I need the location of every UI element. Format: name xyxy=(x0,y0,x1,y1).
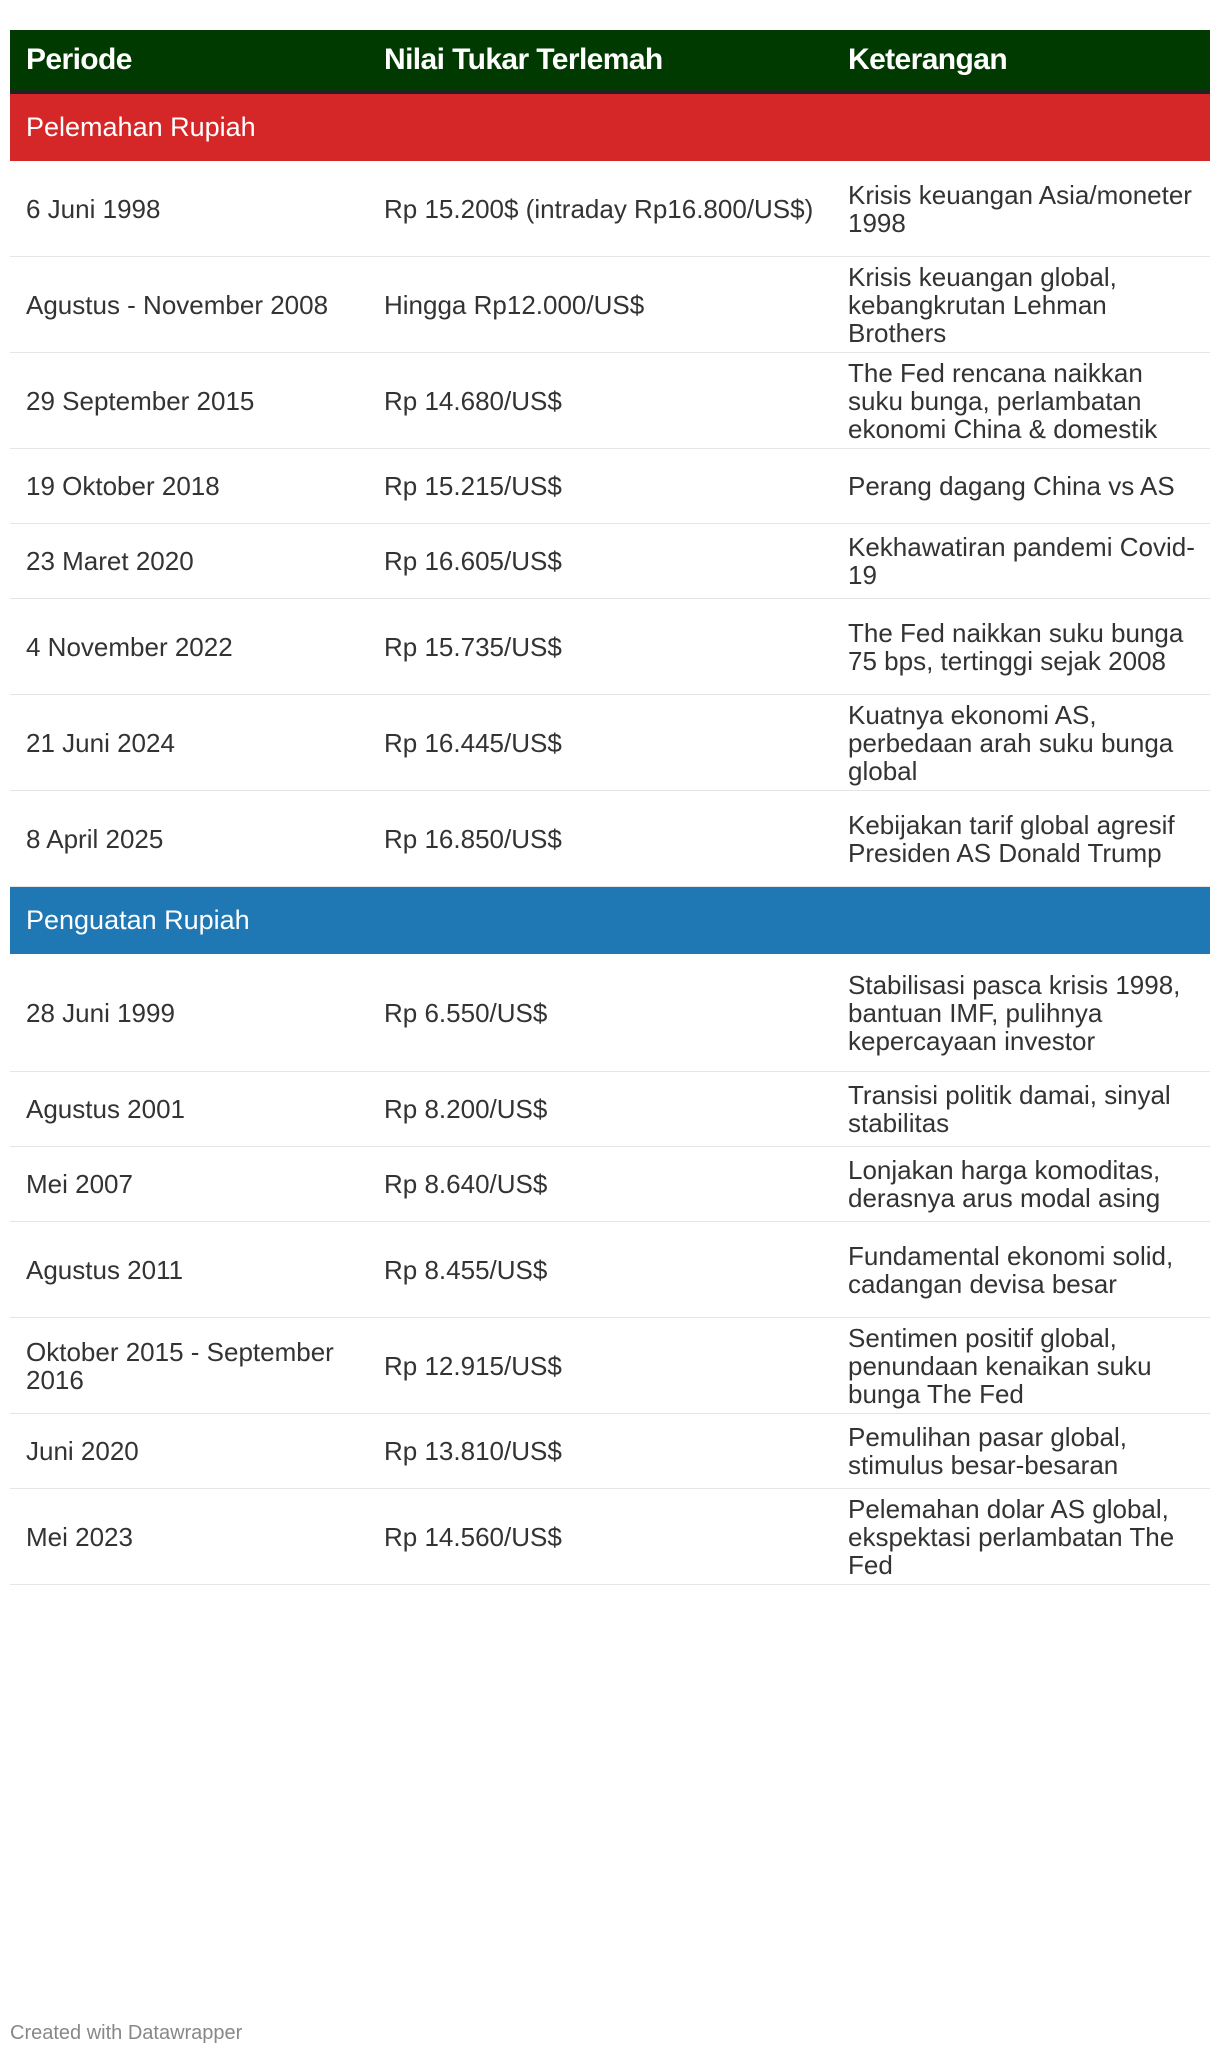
cell-nilai-tukar: Rp 16.605/US$ xyxy=(384,546,562,576)
cell-periode: 28 Juni 1999 xyxy=(26,997,175,1028)
table-row xyxy=(10,954,1210,1072)
cell-keterangan: Kebijakan tarif global agresif Presiden AS Donald Trump xyxy=(848,809,1175,868)
cell-nilai-tukar: Rp 8.455/US$ xyxy=(384,1254,548,1285)
table-row xyxy=(10,1222,1210,1318)
cell-periode: 19 Oktober 2018 xyxy=(26,471,220,501)
cell-periode: Mei 2007 xyxy=(26,1169,133,1199)
cell-periode: Oktober 2015 - September 2016 xyxy=(26,1336,334,1395)
cell-nilai-tukar: Rp 8.640/US$ xyxy=(384,1169,548,1199)
cell-keterangan: Pemulihan pasar global, stimulus besar-besaran xyxy=(848,1422,1127,1480)
cell-keterangan: Kuatnya ekonomi AS, perbedaan arah suku bunga global xyxy=(848,699,1174,786)
table-row xyxy=(10,449,1210,524)
cell-periode: 29 September 2015 xyxy=(26,385,255,416)
cell-keterangan: Transisi politik damai, sinyal stabilitas xyxy=(848,1080,1171,1138)
cell-periode: 4 November 2022 xyxy=(26,631,233,662)
table-row xyxy=(10,695,1210,791)
table-row xyxy=(10,599,1210,695)
section-penguatan: Penguatan Rupiah xyxy=(10,887,1210,954)
cell-nilai-tukar: Rp 8.200/US$ xyxy=(384,1094,548,1124)
cell-keterangan: Kekhawatiran pandemi Covid-19 xyxy=(848,532,1195,590)
cell-keterangan: Fundamental ekonomi solid, cadangan devisa besar xyxy=(848,1240,1174,1299)
cell-nilai-tukar: Rp 16.850/US$ xyxy=(384,823,562,854)
cell-nilai-tukar: Rp 15.735/US$ xyxy=(384,631,562,662)
section-pelemahan-rows xyxy=(10,161,1210,887)
cell-nilai-tukar: Rp 15.215/US$ xyxy=(384,471,562,501)
cell-keterangan: Lonjakan harga komoditas, derasnya arus modal asing xyxy=(848,1155,1161,1213)
cell-keterangan: Krisis keuangan Asia/moneter 1998 xyxy=(848,179,1192,238)
cell-keterangan: Perang dagang China vs AS xyxy=(848,471,1175,501)
table-row xyxy=(10,1489,1210,1585)
table-row xyxy=(10,353,1210,449)
table-row xyxy=(10,1072,1210,1147)
header-nilai-tukar: Nilai Tukar Terlemah xyxy=(384,43,663,76)
cell-nilai-tukar: Rp 14.680/US$ xyxy=(384,385,562,416)
table-row xyxy=(10,257,1210,353)
cell-keterangan: Krisis keuangan global, kebangkrutan Lehman Brothers xyxy=(848,261,1117,348)
table-row xyxy=(10,524,1210,599)
cell-periode: Juni 2020 xyxy=(26,1436,139,1466)
table-row xyxy=(10,1147,1210,1222)
cell-nilai-tukar: Rp 12.915/US$ xyxy=(384,1350,562,1381)
header-periode: Periode xyxy=(26,43,132,76)
cell-nilai-tukar: Rp 16.445/US$ xyxy=(384,727,562,758)
footer-credit[interactable]: Created with Datawrapper xyxy=(10,2022,243,2044)
cell-periode: Agustus 2011 xyxy=(26,1254,184,1285)
cell-nilai-tukar: Hingga Rp12.000/US$ xyxy=(384,289,645,320)
cell-nilai-tukar: Rp 14.560/US$ xyxy=(384,1521,562,1552)
cell-keterangan: Stabilisasi pasca krisis 1998, bantuan IMF, pulihnya kepercayaan investor xyxy=(848,969,1181,1056)
cell-periode: 6 Juni 1998 xyxy=(26,193,161,224)
table-header xyxy=(10,30,1210,94)
table-row xyxy=(10,791,1210,887)
table-row xyxy=(10,161,1210,257)
header-keterangan: Keterangan xyxy=(848,43,1008,76)
cell-nilai-tukar: Rp 15.200$ (intraday Rp16.800/US$) xyxy=(384,193,814,224)
cell-keterangan: Pelemahan dolar AS global, ekspektasi perlambatan The Fed xyxy=(848,1493,1175,1580)
section-penguatan-rows xyxy=(10,954,1210,1585)
section-pelemahan: Pelemahan Rupiah xyxy=(10,94,1210,161)
cell-periode: Mei 2023 xyxy=(26,1521,133,1552)
cell-periode: 23 Maret 2020 xyxy=(26,546,194,576)
data-table xyxy=(10,30,1210,1585)
cell-nilai-tukar: Rp 13.810/US$ xyxy=(384,1436,562,1466)
table-row xyxy=(10,1414,1210,1489)
cell-keterangan: The Fed rencana naikkan suku bunga, perlambatan ekonomi China & domestik xyxy=(848,357,1158,444)
cell-periode: Agustus 2001 xyxy=(26,1094,186,1124)
cell-nilai-tukar: Rp 6.550/US$ xyxy=(384,997,548,1028)
table-row xyxy=(10,1318,1210,1414)
cell-periode: Agustus - November 2008 xyxy=(26,289,329,320)
cell-periode: 21 Juni 2024 xyxy=(26,727,175,758)
cell-keterangan: The Fed naikkan suku bunga 75 bps, tertinggi sejak 2008 xyxy=(848,617,1184,676)
cell-periode: 8 April 2025 xyxy=(26,823,164,854)
cell-keterangan: Sentimen positif global, penundaan kenaikan suku bunga The Fed xyxy=(848,1322,1152,1409)
